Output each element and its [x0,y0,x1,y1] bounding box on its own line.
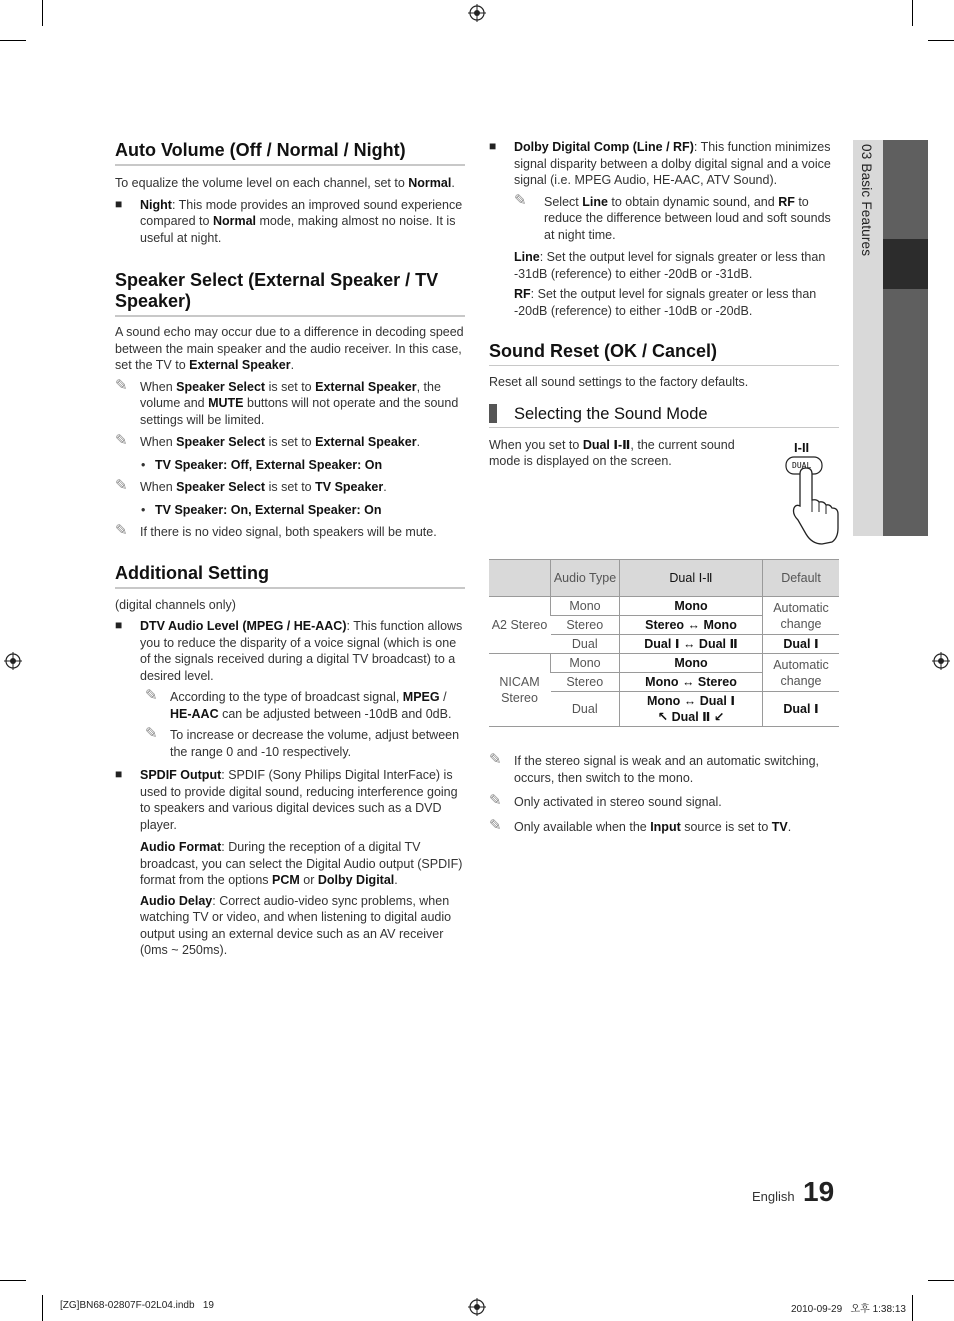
table-cell: Stereo ↔ Mono [620,616,763,635]
speaker-sub-2: • TV Speaker: Off, External Speaker: On [115,457,465,474]
sound-mode-table [489,559,839,727]
auto-volume-heading: Auto Volume (Off / Normal / Night) [115,140,465,166]
sound-reset-text: Reset all sound settings to the factory defaults. [489,375,749,389]
pencil-note-icon: ✎ [514,190,527,209]
pencil-note-icon: ✎ [145,686,158,704]
speaker-note-4: ✎ If there is no video signal, both speakers will be mute. [115,521,437,539]
auto-volume-intro: To equalize the volume level on each channel, set to Normal. [115,176,455,190]
registration-mark-icon [932,652,950,670]
dolby-line-text: Line: Set the output level for signals greater or less than -31dB (reference) to either -20dB or -31dB. [514,250,826,281]
table-cell: Mono [551,654,620,673]
table-cell: Mono ↔ Stereo [620,673,763,692]
speaker-select-heading: Speaker Select (External Speaker / TV Speaker) [115,270,465,317]
left-column [115,140,465,959]
table-cell: Dual Ⅰ [763,692,840,727]
table-notes [489,750,839,835]
pencil-note-icon: ✎ [115,375,128,394]
table-cell: Dual Ⅰ [763,635,840,654]
spdif-bullet: ■ SPDIF Output: SPDIF (Sony Philips Digital InterFace) is used to provide digital sound, reducing interference going to speakers and various digital devices such as a DVD player. [115,767,465,833]
table-row [489,654,839,673]
dual-label: I-II [794,440,810,455]
table-note-1: ✎ If the stereo signal is weak and an automatic switching, occurs, then switch to the mono. [489,750,820,785]
registration-mark-icon [468,1298,486,1316]
registration-mark-icon [4,652,22,670]
dolby-note: ✎ Select Line to obtain dynamic sound, and RF to reduce the difference between loud and soft sounds at night time. [514,190,831,242]
additional-intro: (digital channels only) [115,597,236,612]
sound-mode-heading-block [489,403,839,428]
table-header-blank [489,560,551,597]
table-header-row [489,560,839,597]
table-row [489,597,839,616]
dolby-rf-text: RF: Set the output level for signals greater or less than -20dB (reference) to either -10dB or -20dB. [514,287,817,318]
additional-setting-heading: Additional Setting [115,563,465,589]
sound-mode-text: When you set to Dual Ⅰ-Ⅱ, the current sound mode is displayed on the screen. [489,437,735,468]
remote-dual-illustration [782,440,842,548]
night-bullet: ■ Night: This mode provides an improved sound experience compared to Normal mode, making almost no noise. It is useful at night. [115,197,465,247]
table-cell: Mono [551,597,620,616]
footer-language: English [752,1189,795,1204]
table-cell: Dual Ⅰ ↔ Dual Ⅱ [620,635,763,654]
table-cell-nicam: NICAM Stereo [489,654,551,727]
footer-file: [ZG]BN68-02807F-02L04.indb 19 [60,1300,214,1311]
table-cell: Mono [620,654,763,673]
table-cell-a2: A2 Stereo [489,597,551,654]
speaker-select-intro: A sound echo may occur due to a difference in decoding speed between the main speaker and the audio receiver. In this case, set the TV to External Speaker. [115,325,464,372]
dtv-audio-bullet: ■ DTV Audio Level (MPEG / HE-AAC): This function allows you to reduce the disparity of a voice signal (which is one of the signals received during a digital TV broadcast) to a desired level. [115,618,465,684]
pencil-note-icon: ✎ [489,791,502,809]
table-cell: Dual [551,635,620,654]
dolby-comp-bullet: ■ Dolby Digital Comp (Line / RF): This function minimizes signal disparity between a dolby digital signal and a voice signal (i.e. MPEG Audio, HE-AAC, ATV Sound). [489,139,839,189]
table-cell: Dual [551,692,620,727]
chapter-tab [853,140,928,536]
sound-reset-heading: Sound Reset (OK / Cancel) [489,341,839,366]
pencil-note-icon: ✎ [115,521,128,539]
chapter-tab-label: 03 Basic Features [859,144,874,257]
table-cell: Stereo [551,616,620,635]
footer-timestamp: 2010-09-29 오후 1:38:13 [791,1304,906,1315]
pencil-note-icon: ✎ [115,476,128,494]
pencil-note-icon: ✎ [489,750,502,768]
table-cell: Automatic change [763,597,840,635]
dual-button-text: DUAL [792,461,812,470]
sound-mode-heading: Selecting the Sound Mode [514,404,708,423]
dtv-note-2: ✎ To increase or decrease the volume, adjust between the range 0 and -10 respectively. [145,724,460,759]
table-note-3: ✎ Only available when the Input source is set to TV. [489,815,792,834]
table-header-dual: Dual Ⅰ-Ⅱ [620,560,763,597]
speaker-note-1: ✎ When Speaker Select is set to External Speaker, the volume and MUTE buttons will not operate and the sound settings will be limited. [115,375,459,427]
table-header-audio-type: Audio Type [551,560,620,597]
table-note-2: ✎ Only activated in stereo sound signal. [489,791,722,809]
pencil-note-icon: ✎ [145,724,158,742]
registration-mark-icon [468,4,486,22]
table-cell: Stereo [551,673,620,692]
audio-delay-text: Audio Delay: Correct audio-video sync problems, when watching TV or video, and when listening to digital audio output using an external device such as an AV receiver (0ms ~ 250ms). [140,893,452,957]
speaker-sub-3: • TV Speaker: On, External Speaker: On [115,502,465,519]
pencil-note-icon: ✎ [489,815,502,834]
speaker-note-2: ✎ When Speaker Select is set to External Speaker. [115,431,421,449]
table-cell: Mono [620,597,763,616]
page-number: 19 [803,1176,835,1207]
pencil-note-icon: ✎ [115,431,128,449]
table-header-default: Default [763,560,840,597]
table-cell: Automatic change [763,654,840,692]
table-cell: Mono ↔ Dual Ⅰ ↖ Dual Ⅱ ↙ [620,692,763,727]
section-marker [489,404,497,423]
right-column [489,139,839,470]
dtv-note-1: ✎ According to the type of broadcast signal, MPEG / HE-AAC can be adjusted between -10dB and 0dB. [145,686,452,721]
audio-format-text: Audio Format: During the reception of a digital TV broadcast, you can select the Digital Audio output (SPDIF) format from the options PCM or Dolby Digital. [140,840,463,887]
hand-press-icon [782,454,842,548]
speaker-note-3: ✎ When Speaker Select is set to TV Speaker. [115,476,387,494]
